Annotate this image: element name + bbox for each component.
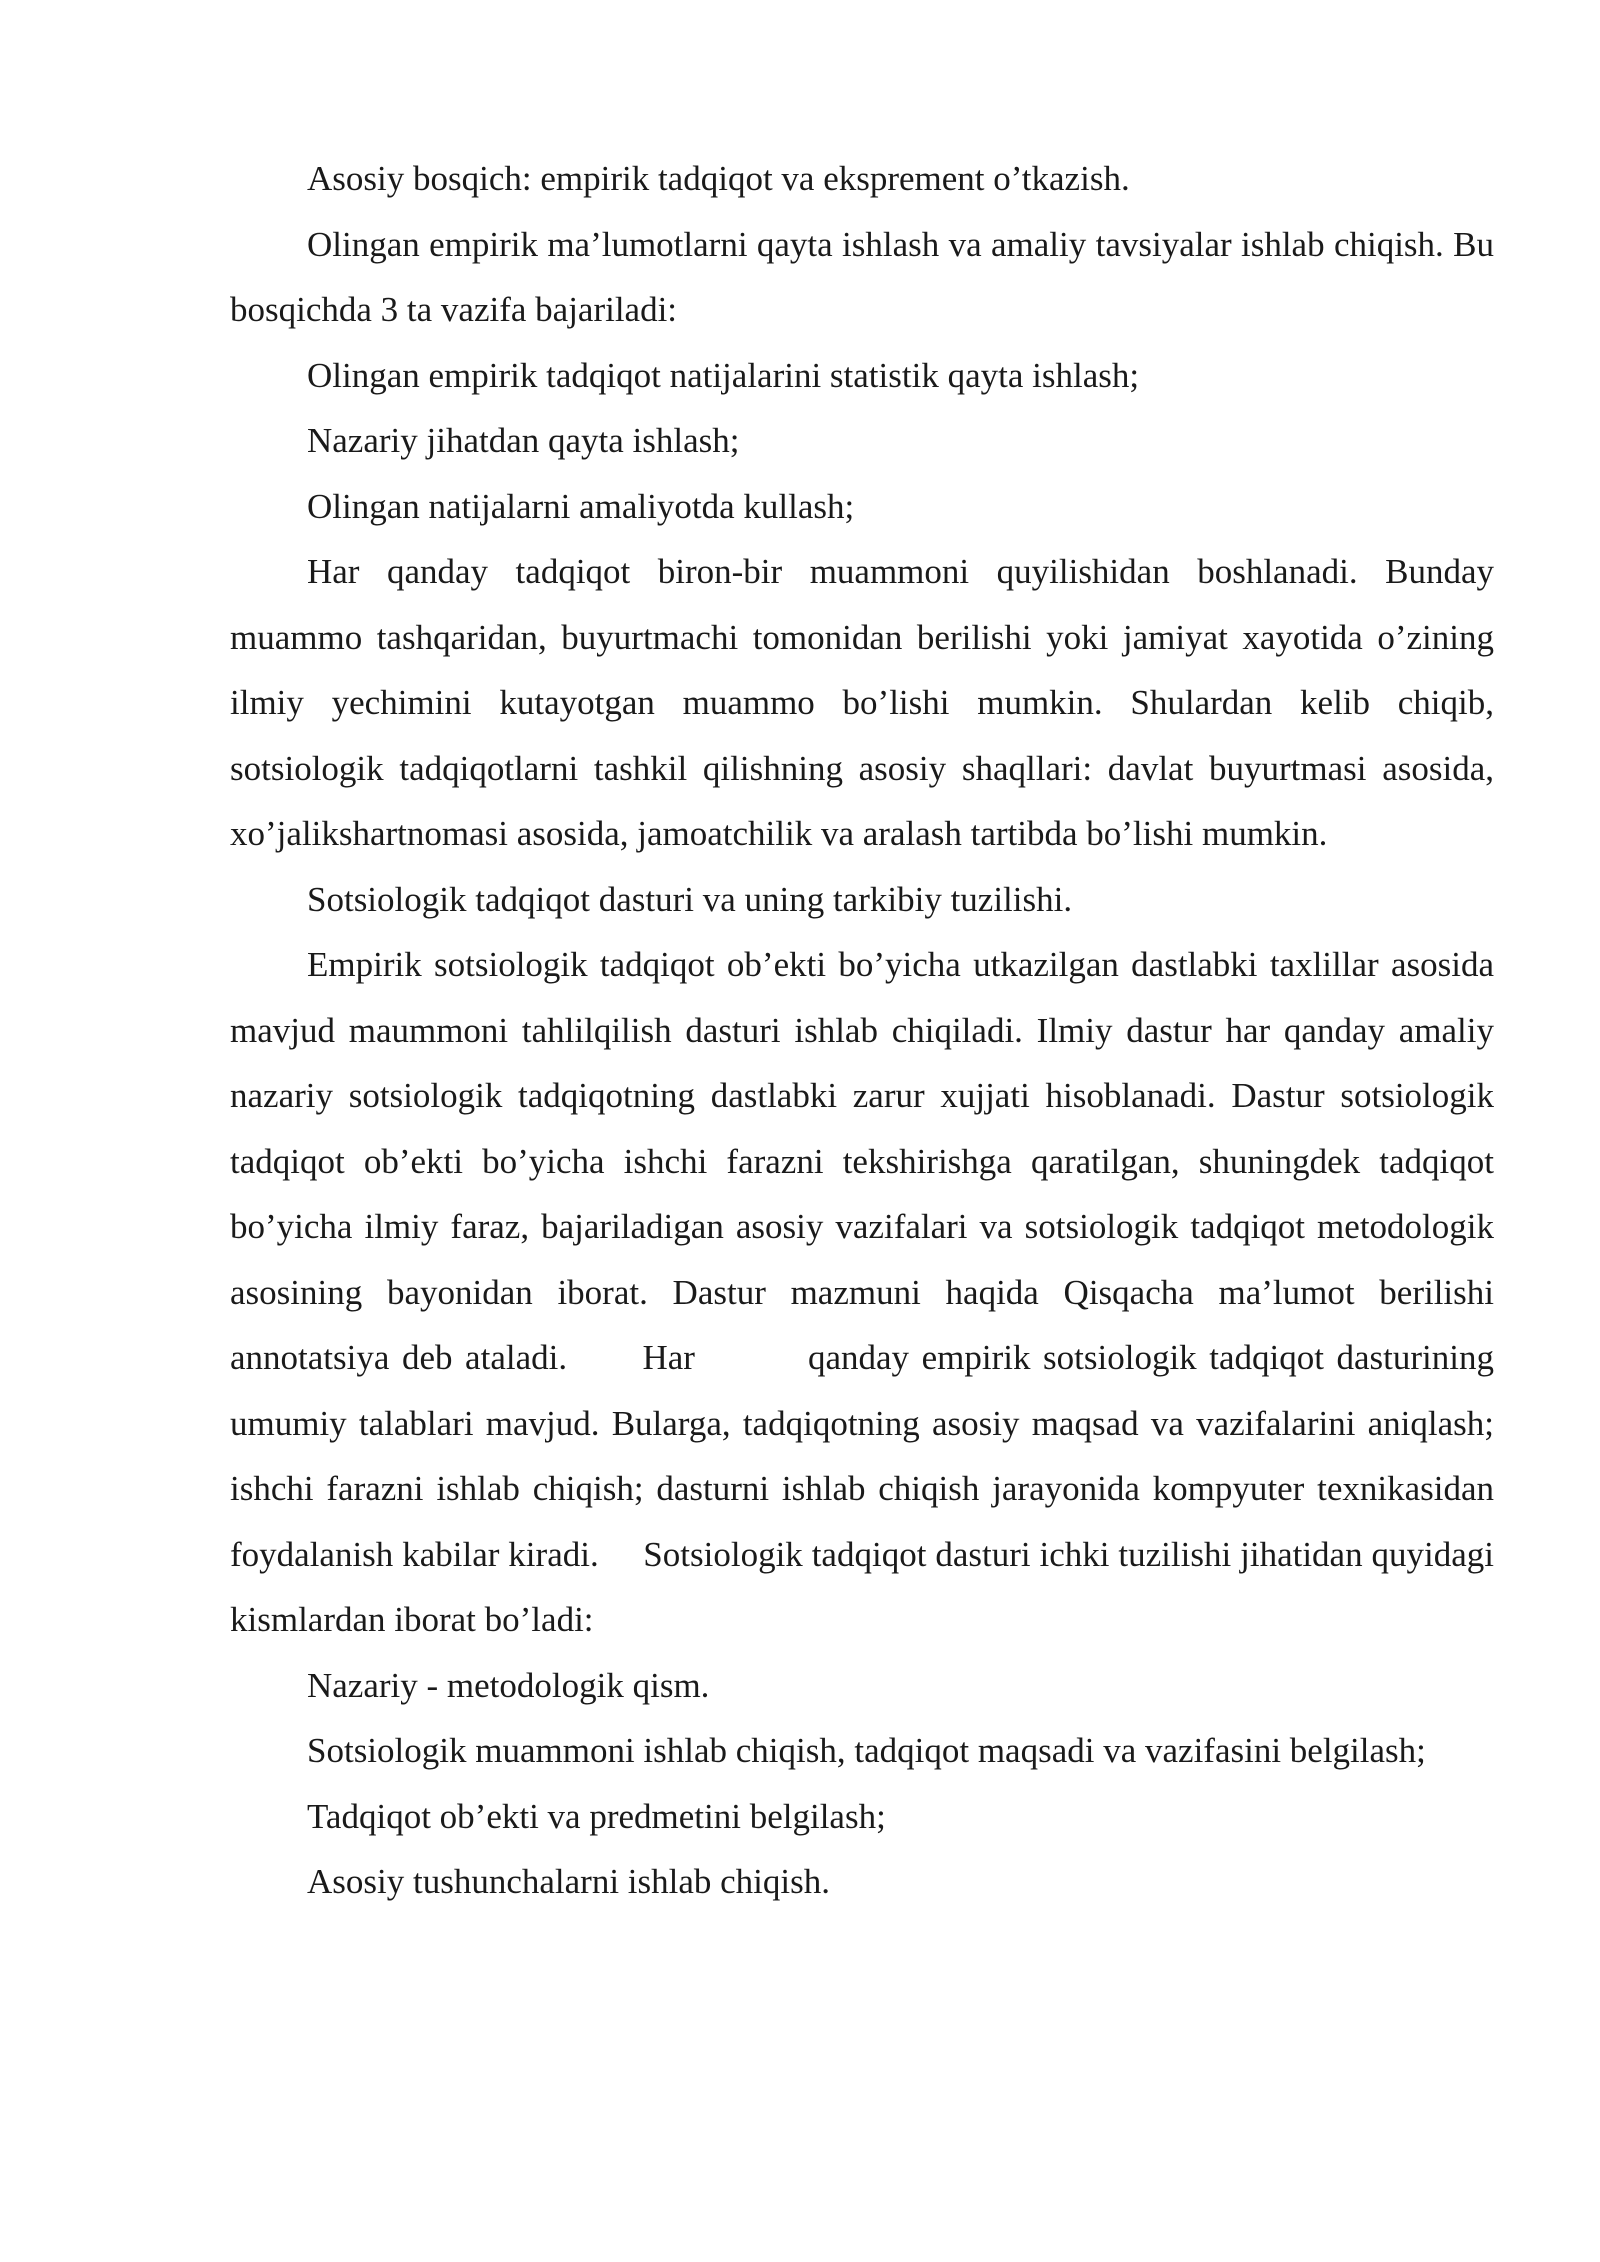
- paragraph-1: Asosiy bosqich: empirik tadqiqot va ekspremеnt o’tkazish.: [307, 159, 1130, 198]
- list-item-3: Tadqiqot ob’ekti va predmetini belgilash;: [307, 1796, 886, 1836]
- list-item-1: Nazariy - metodologik qism.: [307, 1665, 710, 1705]
- section-heading: Sotsiologik tadqiqot dasturi va uning tarkibiy tuzilishi.: [307, 879, 1073, 919]
- paragraph-5: Olingan natijalarni amaliyotda kullash;: [307, 486, 855, 526]
- paragraph-4: Nazariy jihatdan qayta ishlash;: [307, 421, 740, 460]
- document-page: [230, 146, 1503, 1915]
- paragraph-8: Empirik sotsiologik tadqiqot ob’ekti bo’yicha utkazilgan dastlabki taxlillar asosida mavjud maummoni tahlilqilish dasturi ishlab chiqiladi. Ilmiy dastur har qanday amaliy nazariy sotsiologik tadqiqotning dastlabki zarur xujjati hisoblanadi. Dastur sotsiologik tadqiqot ob’ekti bo’yicha ishchi farazni tekshirishga qaratilgan, shuningdek tadqiqot bo’yicha ilmiy faraz, bajariladigan asosiy vazifalari va sotsiologik tadqiqot metodologik asosining bayonidan iborat. Dastur mazmuni haqida Qisqacha ma’lumot berilishi annotatsiya deb ataladi. Har qanday empirik sotsiologik tadqiqot dasturining umumiy talablari mavjud. Bularga, tadqiqotning asosiy maqsad va vazifalarini aniqlash; ishchi farazni ishlab chiqish; dasturni ishlab chiqish jarayonida kompyuter texnikasidan foydalanish kabilar kiradi. Sotsiologik tadqiqot dasturi ichki tuzilishi jihatidan quyidagi kismlardan iborat bo’ladi:: [230, 945, 1503, 1639]
- list-item-4: Asosiy tushunchalarni ishlab chiqish.: [307, 1862, 831, 1901]
- paragraph-3: Olingan empirik tadqiqot natijalarini statistik qayta ishlash;: [307, 355, 1140, 395]
- list-item-2: Sotsiologik muammoni ishlab chiqish, tadqiqot maqsadi va vazifasini belgilash;: [307, 1731, 1426, 1770]
- paragraph-2: Olingan empirik ma’lumotlarni qayta ishlash va amaliy tavsiyalar ishlab chiqish. Bu bosqichda 3 ta vazifa bajariladi:: [230, 224, 1494, 329]
- paragraph-6: Har qanday tadqiqot biron-bir muammoni quyilishidan boshlanadi. Bunday muammo tashqaridan, buyurtmachi tomonidan berilishi yoki jamiyat xayotida o’zining ilmiy yechimini kutayotgan muammo bo’lishi mumkin. Shulardan kelib chiqib, sotsiologik tadqiqotlarni tashkil qilishning asosiy shaqllari: davlat buyurtmasi asosida, xo’jalikshartnomasi asosida, jamoatchilik va aralash tartibda bo’lishi mumkin.: [230, 552, 1494, 853]
